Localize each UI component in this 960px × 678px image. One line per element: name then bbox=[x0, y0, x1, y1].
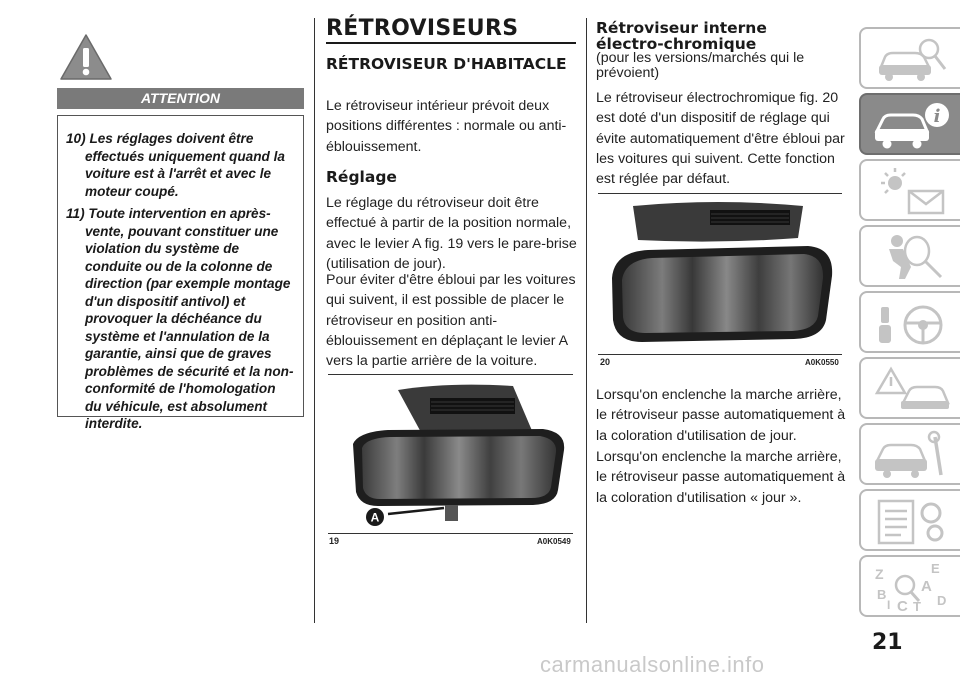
index-letter-d: D bbox=[937, 593, 947, 608]
tab-warning-lights[interactable] bbox=[859, 159, 960, 221]
tab-airbag-safety[interactable] bbox=[859, 225, 960, 287]
airbag-safety-icon bbox=[873, 231, 953, 283]
index-letter-b: B bbox=[877, 587, 887, 602]
warning-item-number: 10) bbox=[66, 131, 86, 146]
index-letter-z: Z bbox=[875, 566, 884, 582]
car-search-icon bbox=[873, 33, 953, 85]
warning-item-number: 11) bbox=[66, 206, 85, 221]
index-letter-t: T bbox=[913, 599, 921, 613]
tab-technical-data[interactable] bbox=[859, 489, 960, 551]
electrochromic-title: Rétroviseur interne électro-chromique bbox=[596, 19, 767, 53]
technical-data-icon bbox=[873, 495, 953, 547]
tab-car-maintenance[interactable] bbox=[859, 423, 960, 485]
tab-car-info[interactable] bbox=[859, 93, 960, 155]
column-divider-left bbox=[314, 18, 315, 623]
index-letter-c: C bbox=[897, 598, 908, 613]
car-maintenance-icon bbox=[873, 429, 953, 481]
adjust-paragraph-1: Le réglage du rétroviseur doit être effectué à partir de la position normale, avec le levier A fig. 19 vers le pare-brise (utilisation de jour). bbox=[326, 195, 577, 272]
column-divider-right bbox=[586, 18, 587, 623]
warning-item-11 bbox=[66, 205, 295, 433]
electrochromic-paragraph-1: Le rétroviseur électrochromique fig. 20 est doté d'un dispositif de réglage qui évite automatiquement d'être ébloui par les voitures qui suivent. Cette fonction est réglée par défaut. bbox=[596, 90, 845, 188]
figure-20-bottom-rule bbox=[598, 354, 842, 355]
warning-item-text: Toute intervention en après-vente, pouvant constituer une violation du système de conduite ou de la colonne de direction (par exemple montage d'un dispositif antivol) et provoquer la déchéance du système et l'annulation de la garantie, ainsi que de graves problèmes de sécurité et la non-conformité de l'homologation du véhicule, est absolument interdite. bbox=[85, 206, 294, 431]
figure-19-label-a: A bbox=[370, 510, 380, 525]
index-letter-i: I bbox=[887, 598, 891, 612]
index-letter-e: E bbox=[931, 561, 940, 576]
figure-19-top-rule bbox=[328, 374, 573, 375]
car-info-icon bbox=[873, 99, 953, 151]
warning-item-10 bbox=[66, 130, 295, 200]
figure-20-code: A0K0550 bbox=[805, 358, 839, 367]
figure-20-number: 20 bbox=[600, 357, 611, 367]
page-number: 21 bbox=[872, 630, 903, 655]
title-underline bbox=[326, 42, 576, 44]
warning-triangle-icon bbox=[58, 32, 114, 82]
watermark: carmanualsonline.info bbox=[540, 652, 765, 677]
steering-start-icon bbox=[873, 297, 953, 349]
electrochromic-paragraph-3: Lorsqu'on enclenche la marche arrière, le rétroviseur passe automatiquement à la coloration d'utilisation « jour ». bbox=[596, 449, 846, 506]
tab-alphabetical-index[interactable] bbox=[859, 555, 960, 617]
index-letter-a: A bbox=[921, 578, 932, 595]
figure-19-bottom-rule bbox=[328, 533, 573, 534]
warning-box bbox=[57, 115, 304, 431]
info-glyph: i bbox=[933, 106, 941, 127]
mirror-figure-19 bbox=[328, 378, 573, 530]
adjust-title: Réglage bbox=[326, 168, 397, 186]
intro-paragraph: Le rétroviseur intérieur prévoit deux positions différentes : normale ou anti-éblouissement. bbox=[326, 98, 567, 155]
tab-car-search[interactable] bbox=[859, 27, 960, 89]
alphabetical-index-icon bbox=[873, 561, 953, 613]
warning-item-text: Les réglages doivent être effectués uniquement quand la voiture est à l'arrêt et avec le moteur coupé. bbox=[85, 131, 285, 199]
adjust-paragraph-2: Pour éviter d'être ébloui par les voitures qui suivent, il est possible de placer le rétroviseur en position anti-éblouissement en déplaçant le levier A vers la partie arrière de la voiture. bbox=[326, 272, 576, 370]
emergency-car-icon bbox=[873, 363, 953, 415]
warning-header: ATTENTION bbox=[57, 88, 304, 109]
mirror-figure-20 bbox=[598, 196, 842, 352]
page-title: RÉTROVISEURS bbox=[326, 16, 519, 41]
figure-19-number: 19 bbox=[329, 536, 340, 546]
electrochromic-paragraph-2: Lorsqu'on enclenche la marche arrière, le rétroviseur passe automatiquement à la coloration d'utilisation de jour. bbox=[596, 387, 846, 444]
tab-steering-start[interactable] bbox=[859, 291, 960, 353]
section-title: RÉTROVISEUR D'HABITACLE bbox=[326, 55, 567, 73]
figure-20-top-rule bbox=[598, 193, 842, 194]
warning-lights-icon bbox=[873, 165, 953, 217]
electrochromic-subtitle: (pour les versions/marchés qui le prévoient) bbox=[596, 50, 805, 81]
tab-emergency[interactable] bbox=[859, 357, 960, 419]
figure-19-code: A0K0549 bbox=[537, 537, 571, 546]
